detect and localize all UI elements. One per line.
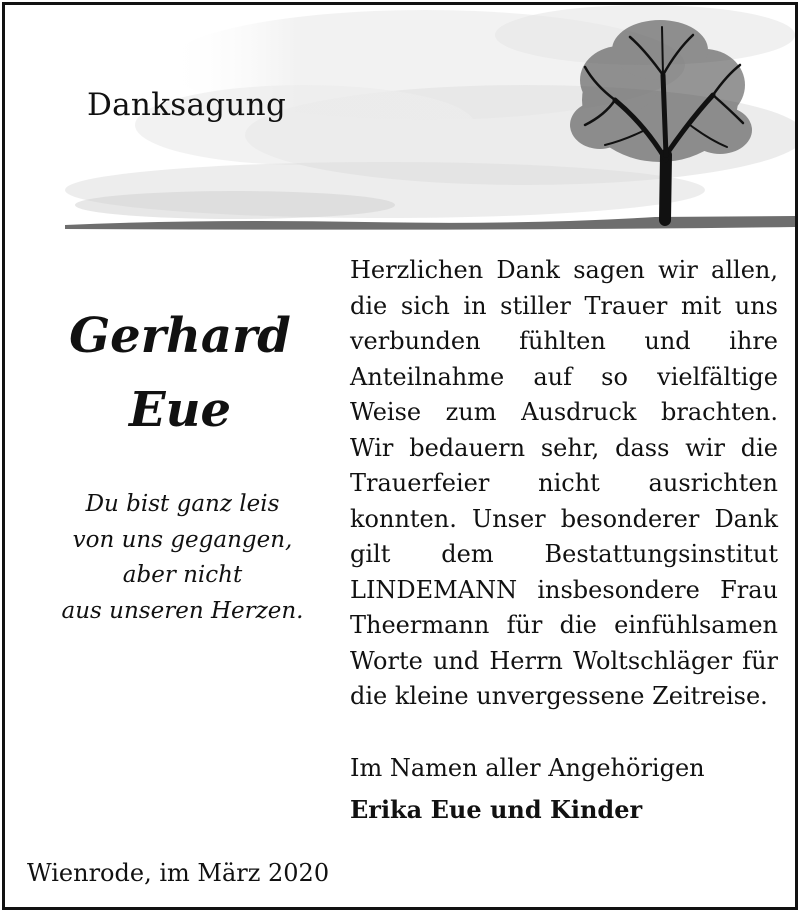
body-line: verbunden fühlten und ihre bbox=[350, 327, 778, 355]
quote-line: aber nicht bbox=[122, 562, 243, 588]
thank-you-text bbox=[350, 253, 778, 715]
landscape-tree-illustration bbox=[5, 5, 795, 245]
horizon-line bbox=[65, 216, 795, 230]
body-line: die kleine unvergessene Zeitreise. bbox=[350, 682, 768, 710]
body-line: Worte und Herrn Woltschläger für bbox=[350, 646, 778, 675]
body-line: die sich in stiller Trauer mit uns bbox=[350, 291, 778, 320]
deceased-last-name: Eue bbox=[128, 382, 232, 438]
quote-line: Du bist ganz leis bbox=[85, 491, 280, 517]
body-line: Theermann für die einfühlsamen bbox=[350, 611, 778, 639]
obituary-notice bbox=[2, 2, 798, 910]
body-line: Anteilnahme auf so vielfältige bbox=[350, 362, 778, 391]
body-line: konnten. Unser besonderer Dank bbox=[350, 504, 778, 533]
body-line: Trauerfeier nicht ausrichten bbox=[350, 469, 778, 497]
notice-heading: Danksagung bbox=[87, 87, 287, 123]
deceased-name bbox=[25, 299, 335, 447]
body-line: Weise zum Ausdruck brachten. bbox=[350, 398, 778, 426]
quote-line: von uns gegangen, bbox=[72, 526, 293, 553]
signer-name: Erika Eue und Kinder bbox=[350, 795, 643, 824]
deceased-first-name: Gerhard bbox=[69, 308, 291, 364]
body-line: Wir bedauern sehr, dass wir die bbox=[350, 433, 778, 462]
body-line: LINDEMANN insbesondere Frau bbox=[350, 575, 778, 604]
place-and-date: Wienrode, im März 2020 bbox=[27, 859, 330, 887]
memorial-quote bbox=[35, 487, 330, 629]
body-line: Herzlichen Dank sagen wir allen, bbox=[350, 256, 778, 284]
quote-line: aus unseren Herzen. bbox=[61, 597, 304, 624]
closing-line: Im Namen aller Angehörigen bbox=[350, 754, 705, 782]
body-line: gilt dem Bestattungsinstitut bbox=[350, 540, 778, 568]
